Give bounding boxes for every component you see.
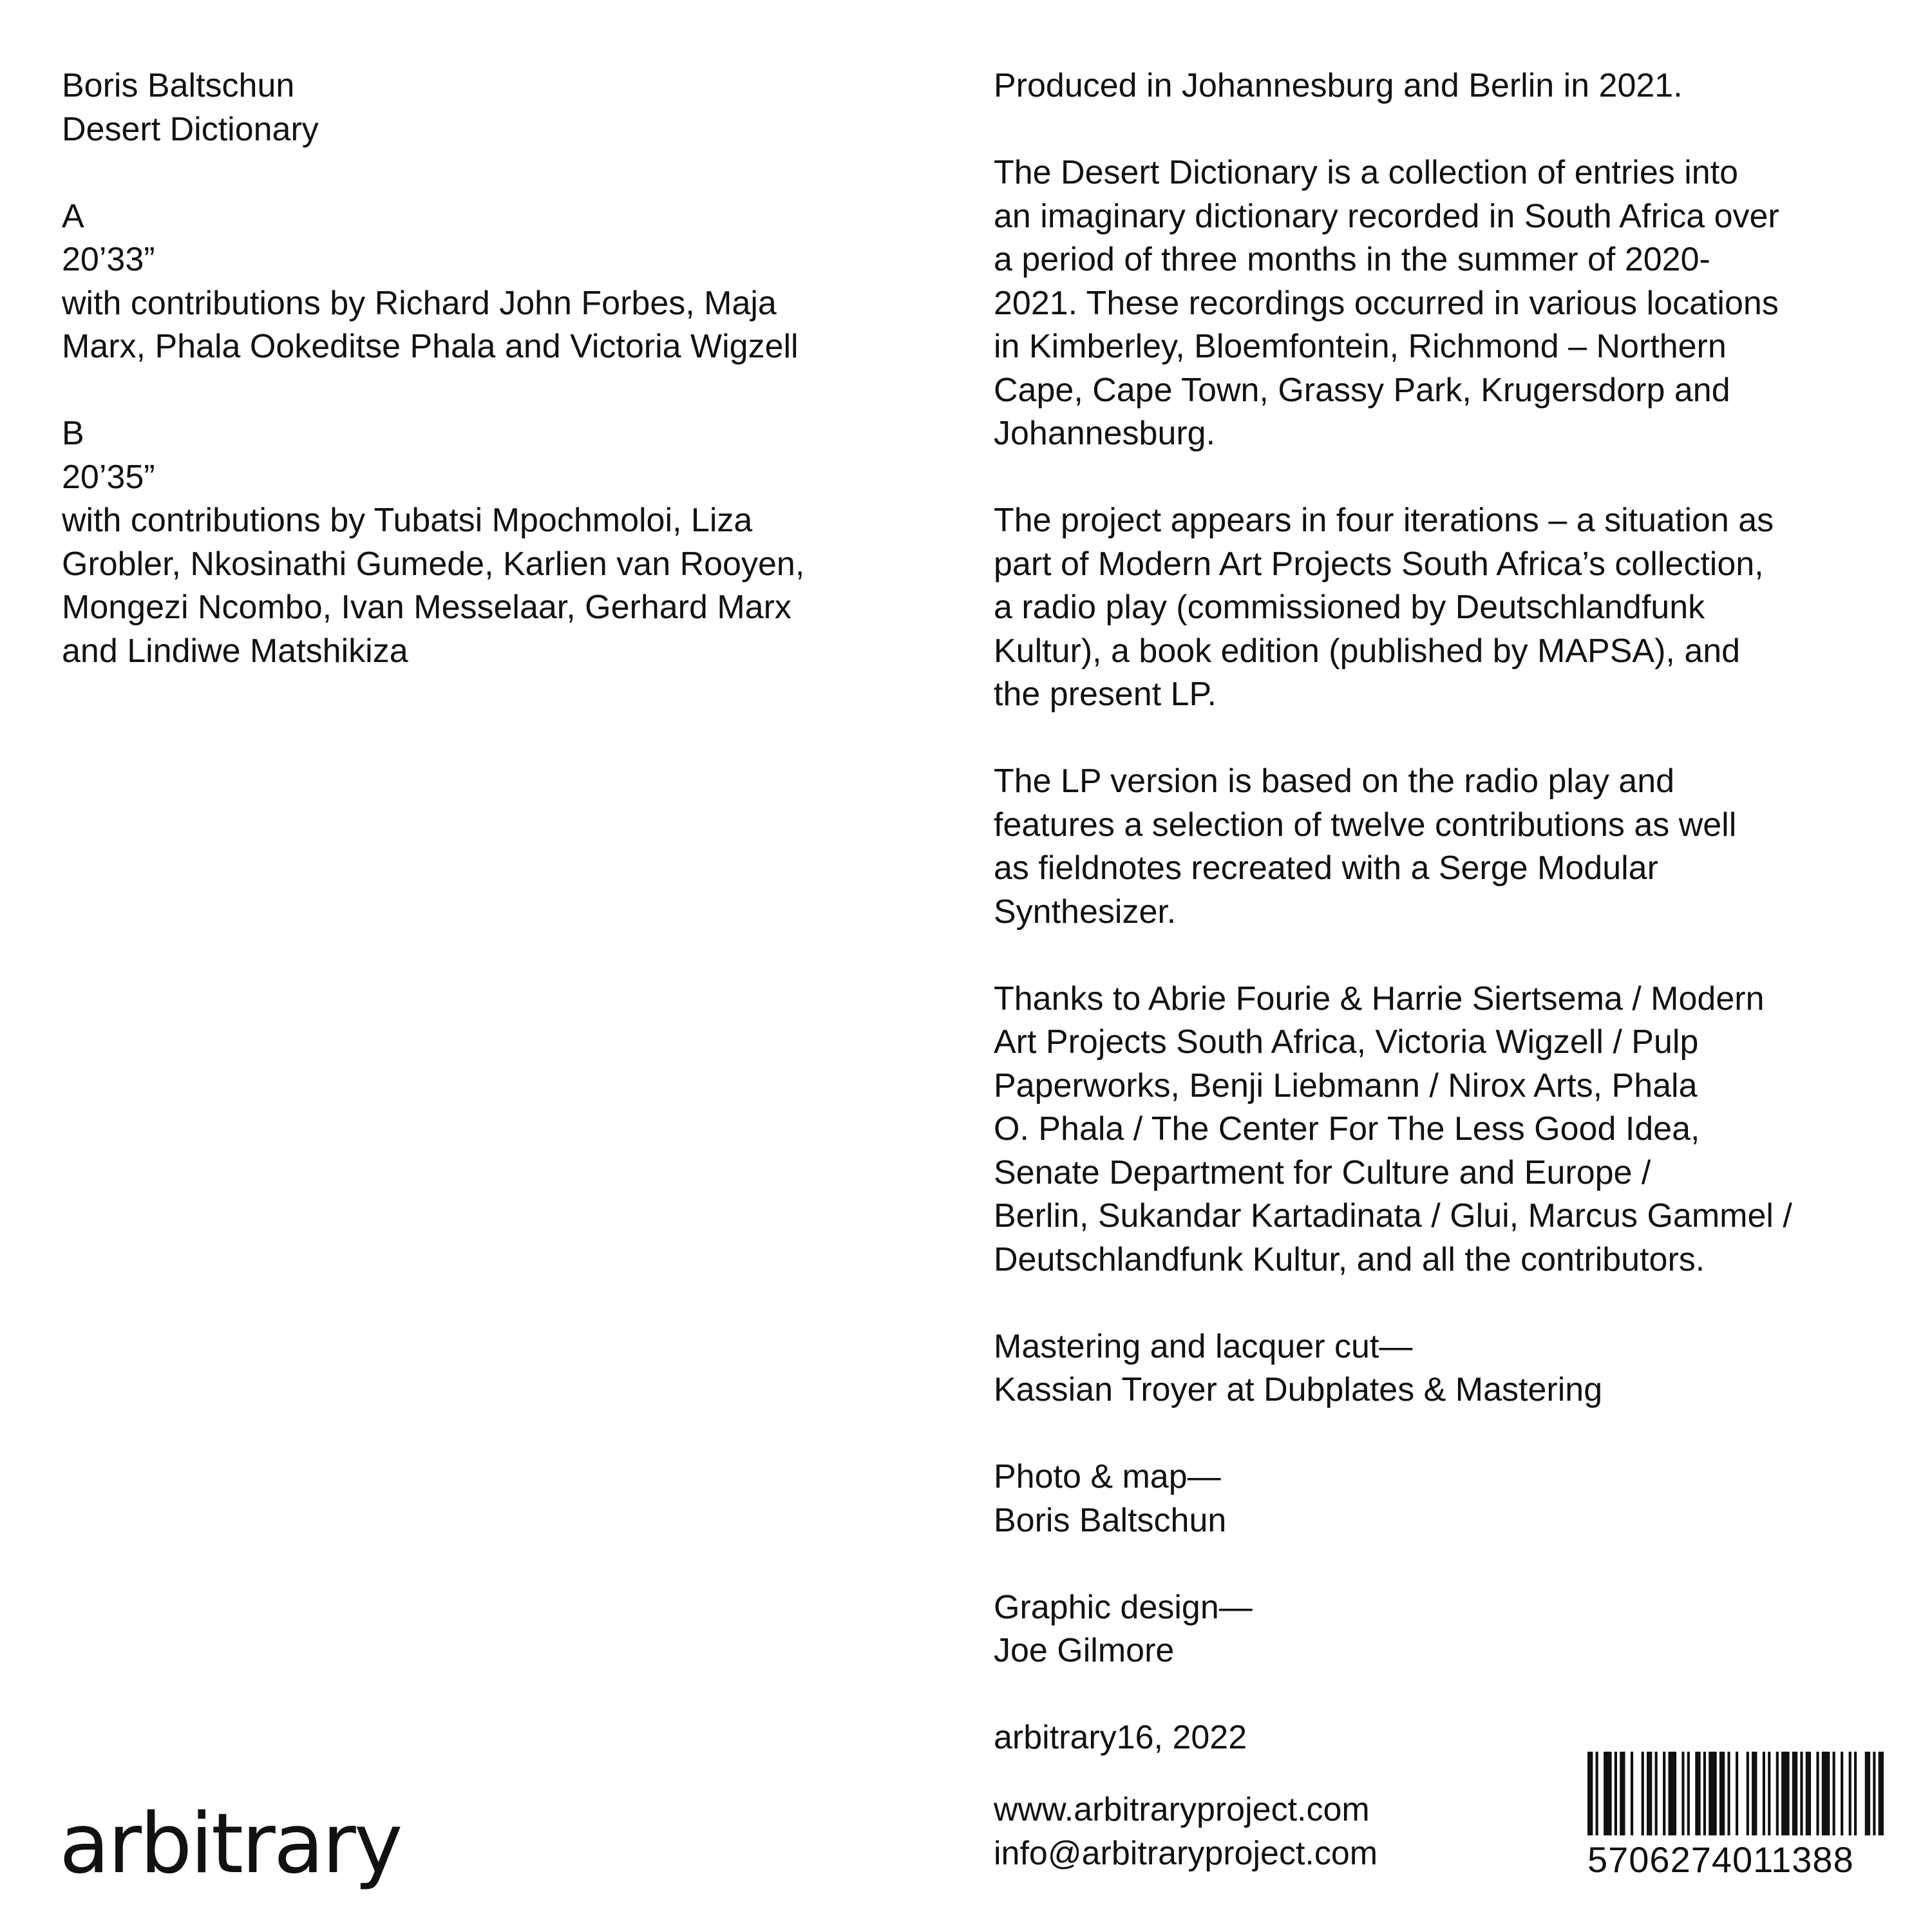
barcode-bar: [1604, 1752, 1612, 1835]
barcode-bar: [1663, 1752, 1665, 1835]
barcode-bar: [1800, 1752, 1803, 1835]
intro-line: The Desert Dictionary is a collection of entries into: [994, 154, 1739, 191]
thanks-line: Senate Department for Culture and Europe /: [994, 1153, 1651, 1191]
barcode-bar: [1687, 1752, 1690, 1835]
side-b-block: [62, 412, 963, 673]
barcode-bar: [1615, 1752, 1617, 1835]
side-b-contributors-line: Grobler, Nkosinathi Gumede, Karlien van Rooyen,: [62, 545, 805, 583]
barcode-bar: [1647, 1752, 1652, 1835]
iterations-line: Kultur), a book edition (published by MAPSA), and: [994, 632, 1741, 670]
barcode-block: [1587, 1752, 1884, 1878]
barcode-bar: [1736, 1752, 1738, 1835]
side-b-contributors-line: and Lindiwe Matshikiza: [62, 632, 408, 670]
header-block: [62, 64, 963, 151]
intro-line: Cape, Cape Town, Grassy Park, Krugersdorp and: [994, 371, 1730, 409]
mastering-heading: Mastering and lacquer cut—: [994, 1327, 1413, 1365]
thanks-line: Art Projects South Africa, Victoria Wigzell / Pulp: [994, 1023, 1699, 1061]
photo-name: Boris Baltschun: [994, 1501, 1227, 1539]
intro-line: Johannesburg.: [994, 415, 1216, 452]
barcode-bar: [1703, 1752, 1706, 1835]
side-a-contributors-line: with contributions by Richard John Forbes, Maja: [62, 284, 777, 322]
intro-line: a period of three months in the summer of 2020-: [994, 241, 1710, 278]
intro-line: in Kimberley, Bloemfontein, Richmond – Northern: [994, 328, 1727, 365]
thanks-line: Berlin, Sukandar Kartadinata / Glui, Marcus Gammel /: [994, 1197, 1792, 1235]
lp-line: as fieldnotes recreated with a Serge Modular: [994, 849, 1658, 887]
barcode-bar: [1822, 1752, 1830, 1835]
intro-paragraph: [994, 151, 1895, 456]
lp-line: features a selection of twelve contributions as well: [994, 806, 1737, 844]
barcode-bar: [1781, 1752, 1790, 1835]
lp-version-paragraph: [994, 760, 1895, 934]
barcode-bar: [1719, 1752, 1725, 1835]
barcode-bar: [1806, 1752, 1811, 1835]
barcode-bar: [1879, 1752, 1884, 1835]
side-a-duration: 20’33”: [62, 241, 155, 278]
iterations-line: the present LP.: [994, 676, 1217, 713]
barcode-bar: [1768, 1752, 1770, 1835]
iterations-paragraph: [994, 499, 1895, 717]
iterations-line: part of Modern Art Projects South Africa’s collection,: [994, 545, 1764, 583]
lp-line: Synthesizer.: [994, 893, 1177, 931]
website-link[interactable]: www.arbitraryproject.com: [994, 1791, 1370, 1828]
side-b-contributors-line: Mongezi Ncombo, Ivan Messelaar, Gerhard Marx: [62, 589, 791, 626]
left-column: [62, 64, 963, 717]
intro-line: an imaginary dictionary recorded in South Africa over: [994, 197, 1779, 235]
barcode-bar: [1631, 1752, 1633, 1835]
barcode-bar: [1655, 1752, 1658, 1835]
barcode-bar: [1763, 1752, 1765, 1835]
side-a-block: [62, 195, 963, 369]
intro-line: 2021. These recordings occurred in various locations: [994, 284, 1779, 322]
design-heading: Graphic design—: [994, 1588, 1253, 1626]
arbitrary-logo: arbitrary: [59, 1796, 401, 1892]
catalog-number: arbitrary16, 2022: [994, 1719, 1247, 1756]
barcode-icon: [1587, 1752, 1884, 1835]
barcode-bar: [1752, 1752, 1757, 1835]
thanks-paragraph: [994, 978, 1895, 1282]
barcode-bar: [1776, 1752, 1779, 1835]
email-link[interactable]: info@arbitraryproject.com: [994, 1834, 1378, 1872]
thanks-line: O. Phala / The Center For The Less Good Idea,: [994, 1110, 1700, 1148]
barcode-bar: [1642, 1752, 1644, 1835]
barcode-bar: [1854, 1752, 1857, 1835]
side-b-contributors-line: with contributions by Tubatsi Mpochmoloi, Liza: [62, 502, 753, 539]
barcode-bar: [1681, 1752, 1684, 1835]
barcode-bar: [1849, 1752, 1852, 1835]
side-b-label: B: [62, 415, 84, 452]
barcode-bar: [1873, 1752, 1875, 1835]
side-a-contributors-line: Marx, Phala Ookeditse Phala and Victoria Wigzell: [62, 328, 799, 365]
side-b-duration: 20’35”: [62, 458, 155, 496]
design-name: Joe Gilmore: [994, 1632, 1175, 1669]
barcode-bar: [1587, 1752, 1593, 1835]
barcode-bar: [1727, 1752, 1730, 1835]
barcode-bar: [1709, 1752, 1717, 1835]
iterations-line: a radio play (commissioned by Deutschlandfunk: [994, 589, 1705, 626]
thanks-line: Thanks to Abrie Fourie & Harrie Siertsema / Modern: [994, 980, 1765, 1018]
barcode-bar: [1668, 1752, 1676, 1835]
barcode-bar: [1747, 1752, 1749, 1835]
barcode-bar: [1833, 1752, 1835, 1835]
mastering-name: Kassian Troyer at Dubplates & Mastering: [994, 1371, 1603, 1408]
barcode-bar: [1596, 1752, 1598, 1835]
lp-line: The LP version is based on the radio play and: [994, 762, 1675, 800]
barcode-bar: [1620, 1752, 1625, 1835]
barcode-bar: [1816, 1752, 1819, 1835]
produced-text: Produced in Johannesburg and Berlin in 2021.: [994, 67, 1683, 104]
thanks-line: Deutschlandfunk Kultur, and all the contributors.: [994, 1240, 1705, 1278]
artist-name: Boris Baltschun: [62, 67, 295, 104]
barcode-bar: [1841, 1752, 1843, 1835]
photo-heading: Photo & map—: [994, 1458, 1221, 1495]
produced-block: [994, 64, 1895, 108]
barcode-bar: [1792, 1752, 1797, 1835]
album-title: Desert Dictionary: [62, 110, 319, 148]
barcode-bar: [1695, 1752, 1700, 1835]
photo-credit: [994, 1455, 1895, 1542]
thanks-line: Paperworks, Benji Liebmann / Nirox Arts, Phala: [994, 1066, 1698, 1104]
barcode-bar: [1865, 1752, 1870, 1835]
iterations-line: The project appears in four iterations – a situation as: [994, 502, 1774, 539]
right-column: [994, 64, 1895, 1803]
side-a-label: A: [62, 197, 84, 235]
barcode-number: 5706274011388: [1587, 1839, 1854, 1880]
mastering-credit: [994, 1325, 1895, 1412]
contact-block: [994, 1788, 1378, 1875]
design-credit: [994, 1586, 1895, 1673]
